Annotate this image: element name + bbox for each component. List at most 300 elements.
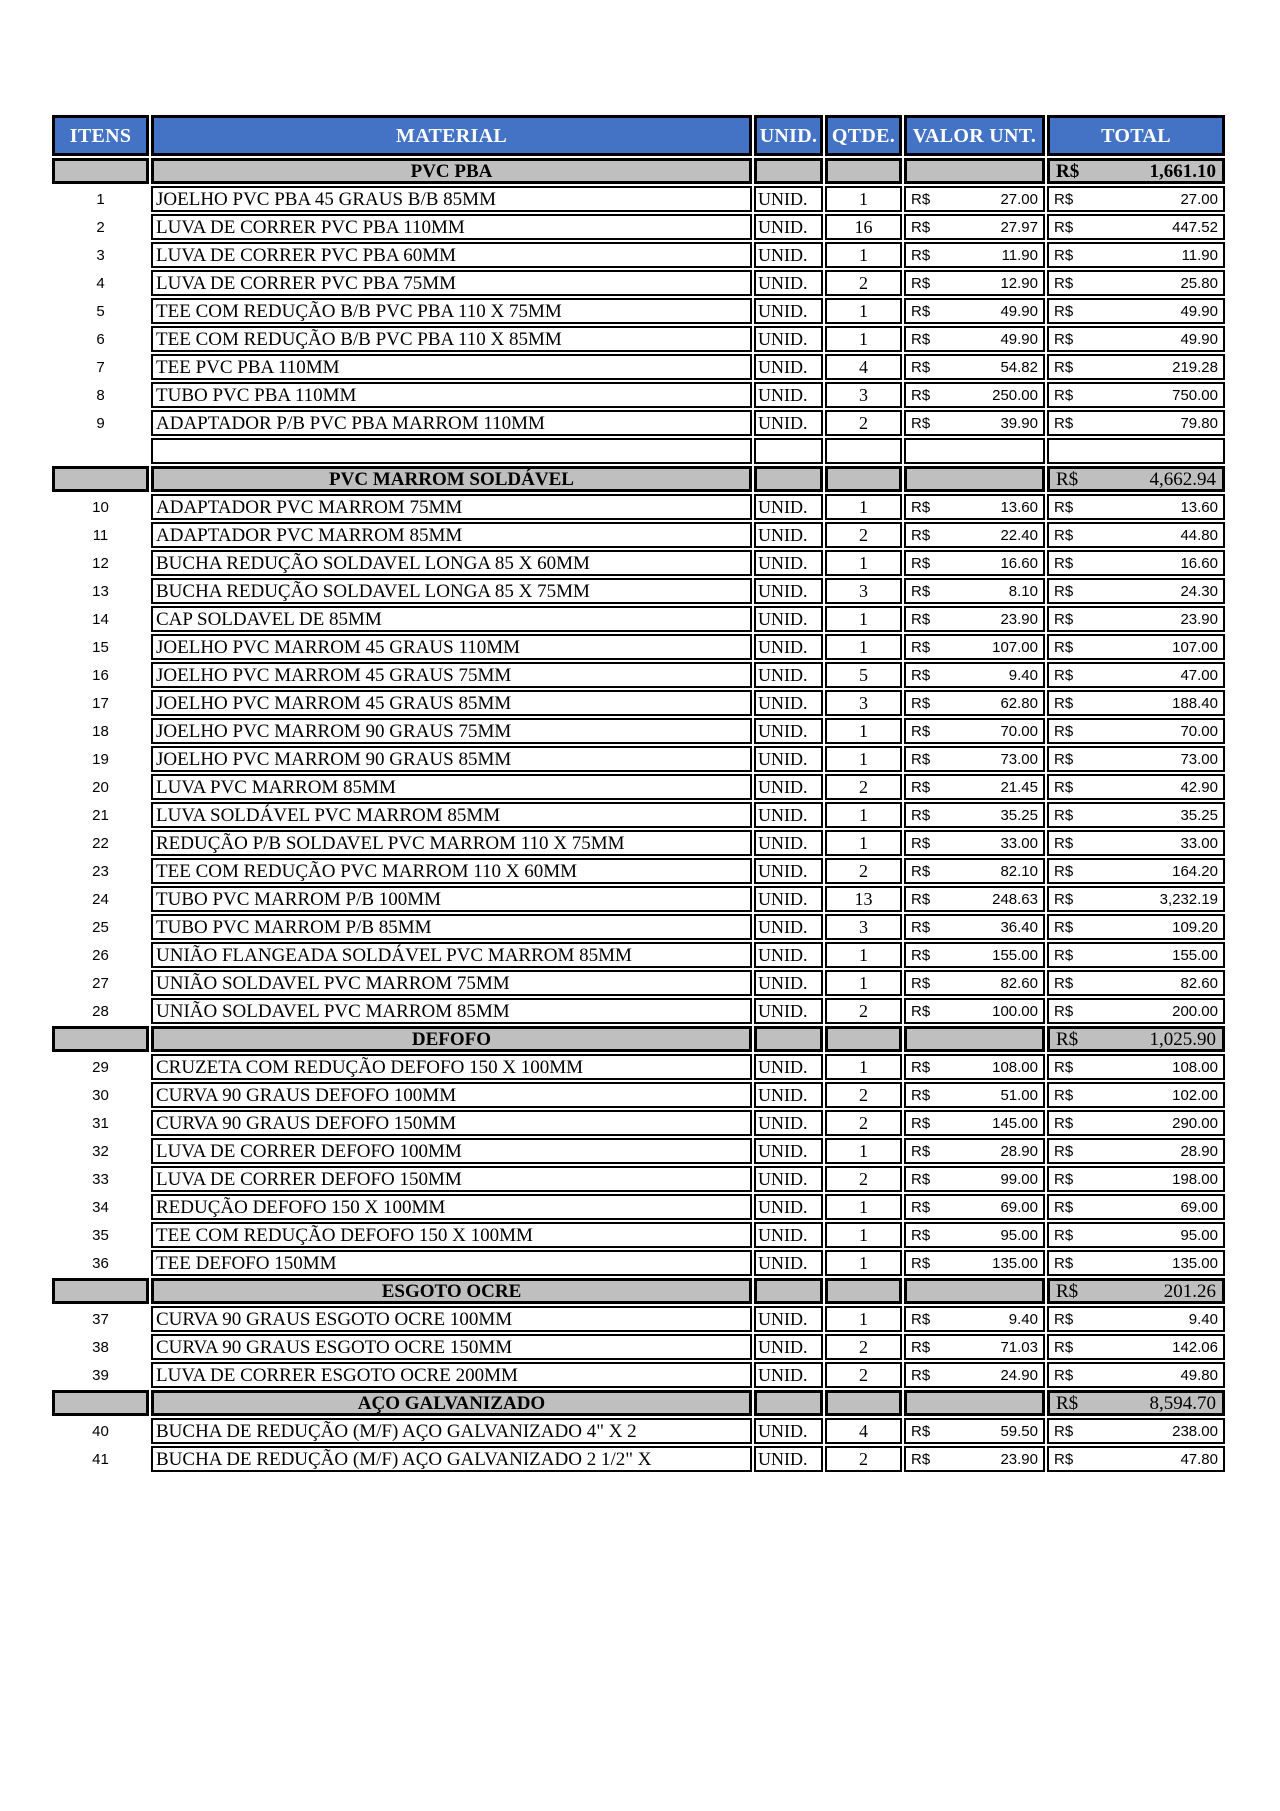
unit-value-amount: 49.90 (1000, 330, 1038, 348)
total-value-amount: 447.52 (1172, 218, 1218, 236)
material-cell: JOELHO PVC MARROM 90 GRAUS 85MM (151, 746, 752, 772)
total-value-cell (1047, 914, 1225, 940)
unit-value-amount: 155.00 (992, 946, 1038, 964)
item-number: 31 (92, 1114, 109, 1132)
section-total-currency: R$ (1056, 468, 1079, 490)
section-itens-cell (52, 1390, 149, 1416)
unit-value-currency: R$ (911, 414, 931, 432)
unit-value-cell (904, 214, 1045, 240)
total-value-cell (1047, 802, 1225, 828)
section-total-currency: R$ (1056, 1028, 1079, 1050)
total-value-cell (1047, 662, 1225, 688)
material-cell: LUVA DE CORRER PVC PBA 75MM (151, 270, 752, 296)
total-value-cell (1047, 270, 1225, 296)
total-value-cell (1047, 998, 1225, 1024)
total-value-cell (1047, 1446, 1225, 1472)
unit-cell: UNID. (754, 1446, 823, 1472)
item-number: 4 (96, 274, 105, 292)
total-value-amount: 82.60 (1180, 974, 1218, 992)
material-cell: JOELHO PVC MARROM 45 GRAUS 75MM (151, 662, 752, 688)
material-cell: ADAPTADOR P/B PVC PBA MARROM 110MM (151, 410, 752, 436)
total-value-cell (1047, 1194, 1225, 1220)
item-number: 24 (92, 890, 109, 908)
column-header-itens: ITENS (52, 115, 149, 156)
total-value-cell (1047, 326, 1225, 352)
unit-value-currency: R$ (911, 1198, 931, 1216)
unit-value-amount: 99.00 (1000, 1170, 1038, 1188)
quantity-cell: 2 (825, 522, 902, 548)
unit-value-currency: R$ (911, 386, 931, 404)
section-qtde-cell (825, 1026, 902, 1052)
unit-value-cell (904, 802, 1045, 828)
unit-cell: UNID. (754, 1110, 823, 1136)
item-number: 29 (92, 1058, 109, 1076)
total-value-cell (1047, 550, 1225, 576)
material-cell: TUBO PVC PBA 110MM (151, 382, 752, 408)
unit-value-currency: R$ (911, 582, 931, 600)
section-total-cell (1047, 466, 1225, 492)
section-total-value: 1,025.90 (1149, 1028, 1216, 1050)
quantity-cell: 3 (825, 690, 902, 716)
total-value-cell (1047, 186, 1225, 212)
unit-value-amount: 16.60 (1000, 554, 1038, 572)
item-number: 40 (92, 1422, 109, 1440)
section-itens-cell (52, 1278, 149, 1304)
materials-table (52, 115, 1225, 1472)
section-unid-cell (754, 1390, 823, 1416)
material-cell: TEE COM REDUÇÃO DEFOFO 150 X 100MM (151, 1222, 752, 1248)
unit-cell: UNID. (754, 382, 823, 408)
unit-value-currency: R$ (911, 1338, 931, 1356)
material-cell: BUCHA DE REDUÇÃO (M/F) AÇO GALVANIZADO 2 1/2" X (151, 1446, 752, 1472)
unit-cell: UNID. (754, 550, 823, 576)
unit-value-cell (904, 774, 1045, 800)
quantity-cell: 13 (825, 886, 902, 912)
quantity-cell: 2 (825, 998, 902, 1024)
item-number: 22 (92, 834, 109, 852)
quantity-cell: 1 (825, 802, 902, 828)
total-value-currency: R$ (1054, 610, 1074, 628)
quantity-cell: 2 (825, 1110, 902, 1136)
unit-value-cell (904, 662, 1045, 688)
total-value-amount: 109.20 (1172, 918, 1218, 936)
total-value-currency: R$ (1054, 1366, 1074, 1384)
unit-value-amount: 11.90 (1001, 246, 1038, 264)
material-cell: BUCHA REDUÇÃO SOLDAVEL LONGA 85 X 75MM (151, 578, 752, 604)
total-value-amount: 23.90 (1180, 610, 1218, 628)
total-value-amount: 42.90 (1180, 778, 1218, 796)
quantity-cell: 2 (825, 1334, 902, 1360)
unit-value-currency: R$ (911, 1254, 931, 1272)
quantity-cell: 1 (825, 1222, 902, 1248)
item-number: 7 (96, 358, 105, 376)
unit-value-currency: R$ (911, 974, 931, 992)
quantity-cell: 1 (825, 186, 902, 212)
unit-value-cell (904, 746, 1045, 772)
total-value-currency: R$ (1054, 246, 1074, 264)
total-value-currency: R$ (1054, 1450, 1074, 1468)
unit-value-currency: R$ (911, 890, 931, 908)
unit-value-amount: 27.97 (1000, 218, 1038, 236)
total-value-currency: R$ (1054, 1086, 1074, 1104)
unit-value-amount: 54.82 (1000, 358, 1038, 376)
total-value-amount: 188.40 (1172, 694, 1218, 712)
total-value-currency: R$ (1054, 274, 1074, 292)
total-value-amount: 79.80 (1180, 414, 1218, 432)
unit-value-amount: 250.00 (992, 386, 1038, 404)
material-cell: CURVA 90 GRAUS DEFOFO 100MM (151, 1082, 752, 1108)
unit-value-amount: 69.00 (1000, 1198, 1038, 1216)
material-cell: JOELHO PVC PBA 45 GRAUS B/B 85MM (151, 186, 752, 212)
total-value-amount: 290.00 (1172, 1114, 1218, 1132)
total-value-currency: R$ (1054, 1170, 1074, 1188)
quantity-cell: 1 (825, 1250, 902, 1276)
item-number: 12 (92, 554, 109, 572)
unit-value-currency: R$ (911, 694, 931, 712)
unit-value-amount: 13.60 (1000, 498, 1038, 516)
total-value-amount: 16.60 (1180, 554, 1218, 572)
unit-value-currency: R$ (911, 862, 931, 880)
total-value-amount: 70.00 (1180, 722, 1218, 740)
unit-value-amount: 59.50 (1000, 1422, 1038, 1440)
unit-cell: UNID. (754, 886, 823, 912)
material-cell: TEE PVC PBA 110MM (151, 354, 752, 380)
total-value-currency: R$ (1054, 1226, 1074, 1244)
total-value-cell (1047, 1166, 1225, 1192)
section-unid-cell (754, 158, 823, 184)
unit-cell: UNID. (754, 1054, 823, 1080)
unit-value-cell (904, 1166, 1045, 1192)
section-unid-cell (754, 1278, 823, 1304)
material-cell: LUVA PVC MARROM 85MM (151, 774, 752, 800)
total-value-amount: 24.30 (1180, 582, 1218, 600)
material-cell: BUCHA REDUÇÃO SOLDAVEL LONGA 85 X 60MM (151, 550, 752, 576)
unit-cell: UNID. (754, 774, 823, 800)
item-number: 5 (96, 302, 105, 320)
unit-value-amount: 39.90 (1000, 414, 1038, 432)
unit-cell: UNID. (754, 1334, 823, 1360)
item-number: 39 (92, 1366, 109, 1384)
unit-value-currency: R$ (911, 1422, 931, 1440)
unit-value-currency: R$ (911, 526, 931, 544)
quantity-cell: 1 (825, 298, 902, 324)
section-total-value: 8,594.70 (1149, 1392, 1216, 1414)
quantity-cell: 1 (825, 606, 902, 632)
total-value-currency: R$ (1054, 498, 1074, 516)
total-value-cell (1047, 606, 1225, 632)
unit-value-currency: R$ (911, 778, 931, 796)
material-cell: JOELHO PVC MARROM 45 GRAUS 110MM (151, 634, 752, 660)
unit-value-amount: 27.00 (1000, 190, 1038, 208)
unit-value-cell (904, 830, 1045, 856)
total-value-cell (1047, 970, 1225, 996)
total-value-amount: 27.00 (1180, 190, 1218, 208)
unit-value-cell (904, 942, 1045, 968)
item-number: 26 (92, 946, 109, 964)
total-value-amount: 3,232.19 (1159, 890, 1218, 908)
total-value-currency: R$ (1054, 358, 1074, 376)
unit-value-cell (904, 382, 1045, 408)
total-value-amount: 47.00 (1180, 666, 1218, 684)
total-value-amount: 73.00 (1180, 750, 1218, 768)
unit-value-cell (904, 354, 1045, 380)
total-value-amount: 135.00 (1172, 1254, 1218, 1272)
total-value-amount: 9.40 (1188, 1310, 1218, 1328)
unit-cell: UNID. (754, 998, 823, 1024)
total-value-cell (1047, 1306, 1225, 1332)
quantity-cell: 2 (825, 1362, 902, 1388)
total-value-cell (1047, 1110, 1225, 1136)
unit-value-amount: 9.40 (1008, 666, 1038, 684)
unit-value-cell (904, 1138, 1045, 1164)
total-value-currency: R$ (1054, 918, 1074, 936)
total-value-cell (1047, 1334, 1225, 1360)
unit-value-cell (904, 270, 1045, 296)
total-value-cell (1047, 634, 1225, 660)
total-value-currency: R$ (1054, 386, 1074, 404)
total-value-currency: R$ (1054, 526, 1074, 544)
unit-value-currency: R$ (911, 302, 931, 320)
column-header-valor-unt: VALOR UNT. (904, 115, 1045, 156)
unit-value-currency: R$ (911, 1226, 931, 1244)
quantity-cell: 2 (825, 1446, 902, 1472)
unit-value-cell (904, 1418, 1045, 1444)
unit-value-currency: R$ (911, 1366, 931, 1384)
unit-value-amount: 107.00 (992, 638, 1038, 656)
section-valor-cell (904, 1026, 1045, 1052)
column-header-qtde: QTDE. (825, 115, 902, 156)
section-total-cell (1047, 1390, 1225, 1416)
total-value-amount: 238.00 (1172, 1422, 1218, 1440)
unit-value-currency: R$ (911, 1142, 931, 1160)
unit-cell: UNID. (754, 354, 823, 380)
material-cell: LUVA SOLDÁVEL PVC MARROM 85MM (151, 802, 752, 828)
unit-cell: UNID. (754, 578, 823, 604)
unit-value-cell (904, 326, 1045, 352)
total-value-cell (1047, 494, 1225, 520)
quantity-cell: 2 (825, 410, 902, 436)
section-unid-cell (754, 1026, 823, 1052)
unit-value-amount: 21.45 (1000, 778, 1038, 796)
item-number: 33 (92, 1170, 109, 1188)
quantity-cell: 2 (825, 270, 902, 296)
total-value-currency: R$ (1054, 778, 1074, 796)
total-value-cell (1047, 522, 1225, 548)
unit-cell: UNID. (754, 1082, 823, 1108)
total-value-currency: R$ (1054, 1002, 1074, 1020)
total-value-amount: 69.00 (1180, 1198, 1218, 1216)
unit-value-cell (904, 634, 1045, 660)
total-value-currency: R$ (1054, 1422, 1074, 1440)
unit-value-currency: R$ (911, 946, 931, 964)
item-number: 28 (92, 1002, 109, 1020)
unit-value-cell (904, 886, 1045, 912)
unit-value-amount: 62.80 (1000, 694, 1038, 712)
unit-value-cell (904, 242, 1045, 268)
unit-cell: UNID. (754, 186, 823, 212)
unit-value-cell (904, 858, 1045, 884)
unit-value-amount: 23.90 (1000, 1450, 1038, 1468)
unit-cell: UNID. (754, 270, 823, 296)
total-value-amount: 33.00 (1180, 834, 1218, 852)
section-qtde-cell (825, 158, 902, 184)
total-value-currency: R$ (1054, 946, 1074, 964)
total-value-currency: R$ (1054, 554, 1074, 572)
unit-cell: UNID. (754, 298, 823, 324)
unit-value-currency: R$ (911, 806, 931, 824)
section-total-value: 4,662.94 (1149, 468, 1216, 490)
total-value-cell (1047, 746, 1225, 772)
total-value-cell (1047, 242, 1225, 268)
unit-cell: UNID. (754, 634, 823, 660)
unit-value-currency: R$ (911, 190, 931, 208)
unit-value-currency: R$ (911, 1086, 931, 1104)
unit-value-cell (904, 410, 1045, 436)
total-value-amount: 164.20 (1172, 862, 1218, 880)
quantity-cell: 1 (825, 326, 902, 352)
item-number: 35 (92, 1226, 109, 1244)
unit-value-currency: R$ (911, 358, 931, 376)
unit-value-cell (904, 494, 1045, 520)
total-value-currency: R$ (1054, 1310, 1074, 1328)
unit-value-currency: R$ (911, 218, 931, 236)
quantity-cell: 2 (825, 1082, 902, 1108)
total-value-cell (1047, 410, 1225, 436)
unit-value-cell (904, 438, 1045, 464)
unit-value-amount: 23.90 (1000, 610, 1038, 628)
total-value-cell (1047, 1082, 1225, 1108)
unit-value-cell (904, 1446, 1045, 1472)
total-value-currency: R$ (1054, 694, 1074, 712)
material-cell: TUBO PVC MARROM P/B 100MM (151, 886, 752, 912)
unit-cell: UNID. (754, 942, 823, 968)
unit-value-cell (904, 606, 1045, 632)
total-value-currency: R$ (1054, 1338, 1074, 1356)
quantity-cell: 2 (825, 858, 902, 884)
unit-value-amount: 248.63 (992, 890, 1038, 908)
total-value-cell (1047, 718, 1225, 744)
unit-value-amount: 82.60 (1000, 974, 1038, 992)
unit-value-cell (904, 1194, 1045, 1220)
unit-cell: UNID. (754, 1306, 823, 1332)
item-number: 6 (96, 330, 105, 348)
unit-value-cell (904, 1222, 1045, 1248)
unit-cell: UNID. (754, 410, 823, 436)
section-valor-cell (904, 466, 1045, 492)
unit-value-currency: R$ (911, 246, 931, 264)
unit-value-currency: R$ (911, 274, 931, 292)
total-value-amount: 750.00 (1172, 386, 1218, 404)
material-cell: REDUÇÃO P/B SOLDAVEL PVC MARROM 110 X 75MM (151, 830, 752, 856)
unit-value-amount: 135.00 (992, 1254, 1038, 1272)
item-number: 21 (92, 806, 109, 824)
unit-value-amount: 8.10 (1008, 582, 1038, 600)
unit-value-currency: R$ (911, 1058, 931, 1076)
total-value-currency: R$ (1054, 1254, 1074, 1272)
unit-value-amount: 145.00 (992, 1114, 1038, 1132)
total-value-amount: 102.00 (1172, 1086, 1218, 1104)
quantity-cell: 1 (825, 1306, 902, 1332)
quantity-cell: 4 (825, 1418, 902, 1444)
unit-cell: UNID. (754, 326, 823, 352)
unit-value-currency: R$ (911, 1170, 931, 1188)
material-cell: TEE COM REDUÇÃO PVC MARROM 110 X 60MM (151, 858, 752, 884)
unit-cell: UNID. (754, 242, 823, 268)
total-value-cell (1047, 774, 1225, 800)
total-value-amount: 25.80 (1180, 274, 1218, 292)
section-total-cell (1047, 1278, 1225, 1304)
unit-value-currency: R$ (911, 330, 931, 348)
material-cell: JOELHO PVC MARROM 90 GRAUS 75MM (151, 718, 752, 744)
total-value-currency: R$ (1054, 666, 1074, 684)
unit-value-amount: 22.40 (1000, 526, 1038, 544)
total-value-amount: 155.00 (1172, 946, 1218, 964)
total-value-amount: 35.25 (1180, 806, 1218, 824)
unit-value-currency: R$ (911, 722, 931, 740)
item-number: 20 (92, 778, 109, 796)
item-number: 30 (92, 1086, 109, 1104)
unit-value-amount: 108.00 (992, 1058, 1038, 1076)
unit-cell: UNID. (754, 662, 823, 688)
unit-value-currency: R$ (911, 666, 931, 684)
unit-value-cell (904, 298, 1045, 324)
material-cell: CURVA 90 GRAUS DEFOFO 150MM (151, 1110, 752, 1136)
unit-value-amount: 100.00 (992, 1002, 1038, 1020)
section-valor-cell (904, 158, 1045, 184)
unit-cell: UNID. (754, 1222, 823, 1248)
unit-value-currency: R$ (911, 1310, 931, 1328)
total-value-cell (1047, 438, 1225, 464)
total-value-currency: R$ (1054, 302, 1074, 320)
total-value-currency: R$ (1054, 722, 1074, 740)
section-title: ESGOTO OCRE (151, 1278, 752, 1304)
total-value-cell (1047, 1362, 1225, 1388)
total-value-currency: R$ (1054, 862, 1074, 880)
unit-value-cell (904, 1250, 1045, 1276)
unit-value-cell (904, 718, 1045, 744)
section-title: DEFOFO (151, 1026, 752, 1052)
material-cell: UNIÃO SOLDAVEL PVC MARROM 85MM (151, 998, 752, 1024)
quantity-cell: 3 (825, 578, 902, 604)
quantity-cell: 3 (825, 382, 902, 408)
unit-value-cell (904, 1306, 1045, 1332)
total-value-cell (1047, 1250, 1225, 1276)
total-value-cell (1047, 354, 1225, 380)
unit-value-amount: 9.40 (1008, 1310, 1038, 1328)
unit-value-cell (904, 914, 1045, 940)
quantity-cell: 3 (825, 914, 902, 940)
material-cell: REDUÇÃO DEFOFO 150 X 100MM (151, 1194, 752, 1220)
total-value-cell (1047, 886, 1225, 912)
unit-cell: UNID. (754, 606, 823, 632)
total-value-amount: 49.90 (1180, 302, 1218, 320)
section-total-currency: R$ (1056, 1392, 1079, 1414)
section-valor-cell (904, 1390, 1045, 1416)
total-value-currency: R$ (1054, 414, 1074, 432)
total-value-amount: 49.90 (1180, 330, 1218, 348)
total-value-amount: 11.90 (1181, 246, 1218, 264)
material-cell: ADAPTADOR PVC MARROM 85MM (151, 522, 752, 548)
material-cell: TEE DEFOFO 150MM (151, 1250, 752, 1276)
unit-value-currency: R$ (911, 1450, 931, 1468)
total-value-currency: R$ (1054, 890, 1074, 908)
quantity-cell: 1 (825, 550, 902, 576)
total-value-amount: 198.00 (1172, 1170, 1218, 1188)
total-value-amount: 107.00 (1172, 638, 1218, 656)
unit-cell: UNID. (754, 914, 823, 940)
quantity-cell: 1 (825, 830, 902, 856)
section-unid-cell (754, 466, 823, 492)
